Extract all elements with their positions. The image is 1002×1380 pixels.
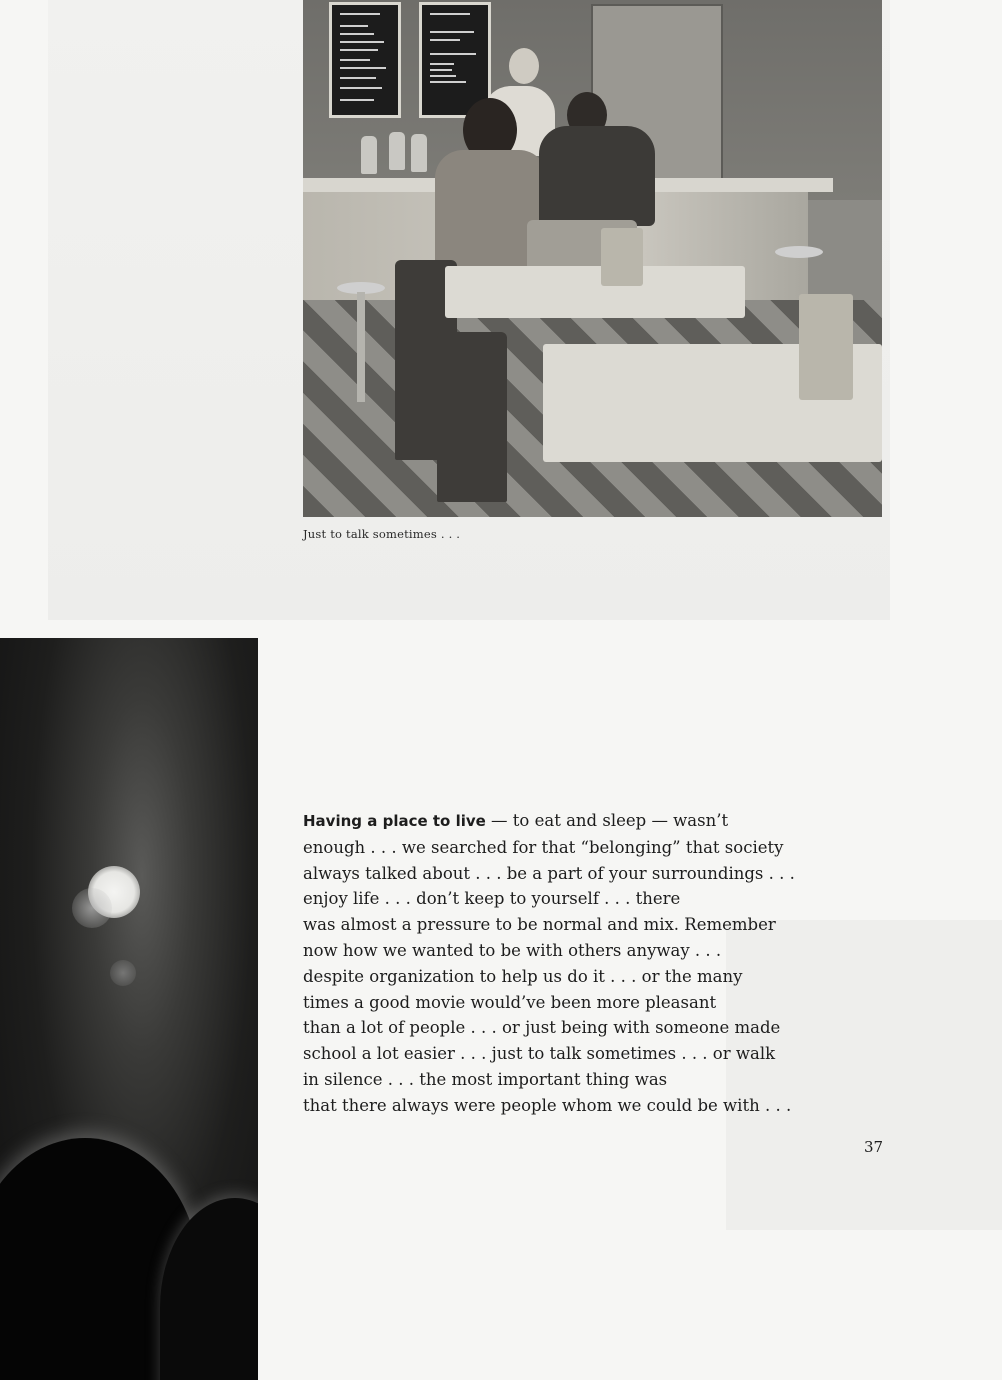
syrup-dispenser <box>411 134 427 172</box>
syrup-dispenser <box>389 132 405 170</box>
text-line: enjoy life . . . don’t keep to yourself . . . there <box>303 889 681 909</box>
text-line: Having a place to live — to eat and sleep — wasn’t <box>303 811 729 830</box>
text-line: times a good movie would’ve been more pleasant <box>303 992 717 1012</box>
text-line: in silence . . . the most important thing was <box>303 1069 668 1089</box>
ice-cream-counter-photo <box>303 0 882 517</box>
menu-board-left <box>329 2 401 118</box>
text-line: now how we wanted to be with others anyway . . . <box>303 940 722 960</box>
light-glow <box>110 960 136 986</box>
stool-post <box>357 292 365 402</box>
syrup-dispenser <box>361 136 377 174</box>
table <box>445 266 745 318</box>
stool-seat <box>775 246 823 258</box>
text-line: always talked about . . . be a part of your surroundings . . . <box>303 863 795 883</box>
night-silhouette-photo <box>0 638 258 1380</box>
napkin-holder <box>799 294 853 400</box>
text-line: that there always were people whom we could be with . . . <box>303 1095 792 1115</box>
text-line: school a lot easier . . . just to talk sometimes . . . or walk <box>303 1044 776 1064</box>
text-line: than a lot of people . . . or just being with someone made <box>303 1018 781 1038</box>
page-number: 37 <box>864 1138 884 1156</box>
lead-in: Having a place to live <box>303 812 486 830</box>
photo-caption: Just to talk sometimes . . . <box>303 527 461 541</box>
text-line: enough . . . we searched for that “belonging” that society <box>303 837 784 857</box>
light-glow <box>72 888 112 928</box>
chair <box>437 332 507 502</box>
text-line: was almost a pressure to be normal and mix. Remember <box>303 915 776 935</box>
body-text <box>303 808 863 1119</box>
text-line: despite organization to help us do it . . . or the many <box>303 966 743 986</box>
napkin-holder <box>601 228 643 286</box>
